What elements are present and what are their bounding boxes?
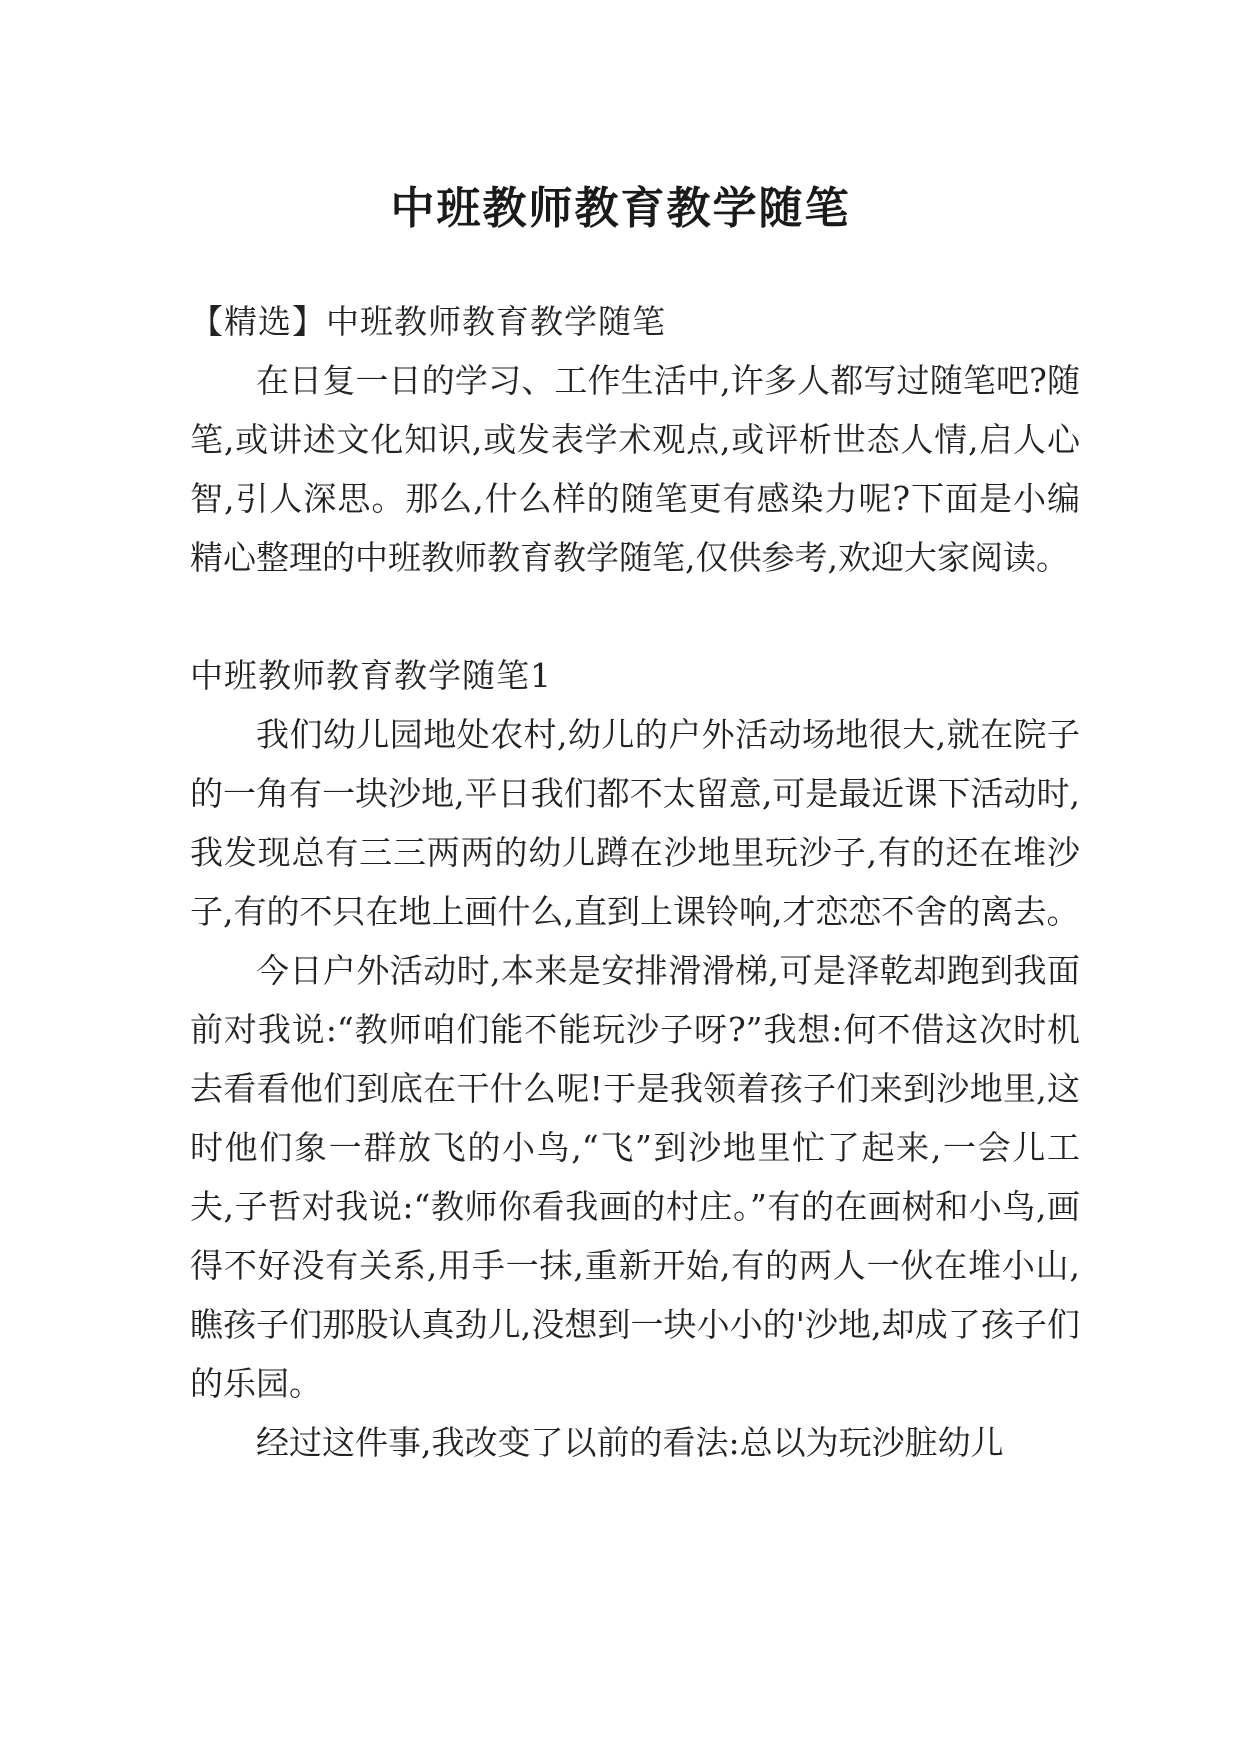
document-title: 中班教师教育教学随笔 — [390, 183, 851, 235]
section-heading: 中班教师教育教学随笔1 — [190, 656, 552, 695]
document-body — [190, 292, 1080, 1472]
body-paragraph: 今日户外活动时,本来是安排滑滑梯,可是泽乾却跑到我面前对我说:“教师咱们能不能玩沙子呀?”我想:何不借这次时机去看看他们到底在干什么呢!于是我领着孩子们来到沙地里,这时他们象一群放飞的小鸟,“飞”到沙地里忙了起来,一会儿工夫,子哲对我说:“教师你看我画的村庄。”有的在画树和小鸟,画得不好没有关系,用手一抹,重新开始,有的两人一伙在堆小山,瞧孩子们那股认真劲儿,没想到一块小小的'沙地,却成了孩子们的乐园。 — [190, 951, 1080, 1403]
document-subtitle: 【精选】中班教师教育教学随笔 — [190, 302, 666, 341]
body-paragraph: 我们幼儿园地处农村,幼儿的户外活动场地很大,就在院子的一角有一块沙地,平日我们都不太留意,可是最近课下活动时,我发现总有三三两两的幼儿蹲在沙地里玩沙子,有的还在堆沙子,有的不只在地上画什么,直到上课铃响,才恋恋不舍的离去。 — [190, 715, 1080, 931]
intro-paragraph: 在日复一日的学习、工作生活中,许多人都写过随笔吧?随笔,或讲述文化知识,或发表学术观点,或评析世态人情,启人心智,引人深思。那么,什么样的随笔更有感染力呢?下面是小编精心整理的中班教师教育教学随笔,仅供参考,欢迎大家阅读。 — [190, 361, 1080, 577]
body-paragraph: 经过这件事,我改变了以前的看法:总以为玩沙脏幼儿 — [256, 1423, 1004, 1462]
paragraph-spacer — [190, 587, 1080, 646]
